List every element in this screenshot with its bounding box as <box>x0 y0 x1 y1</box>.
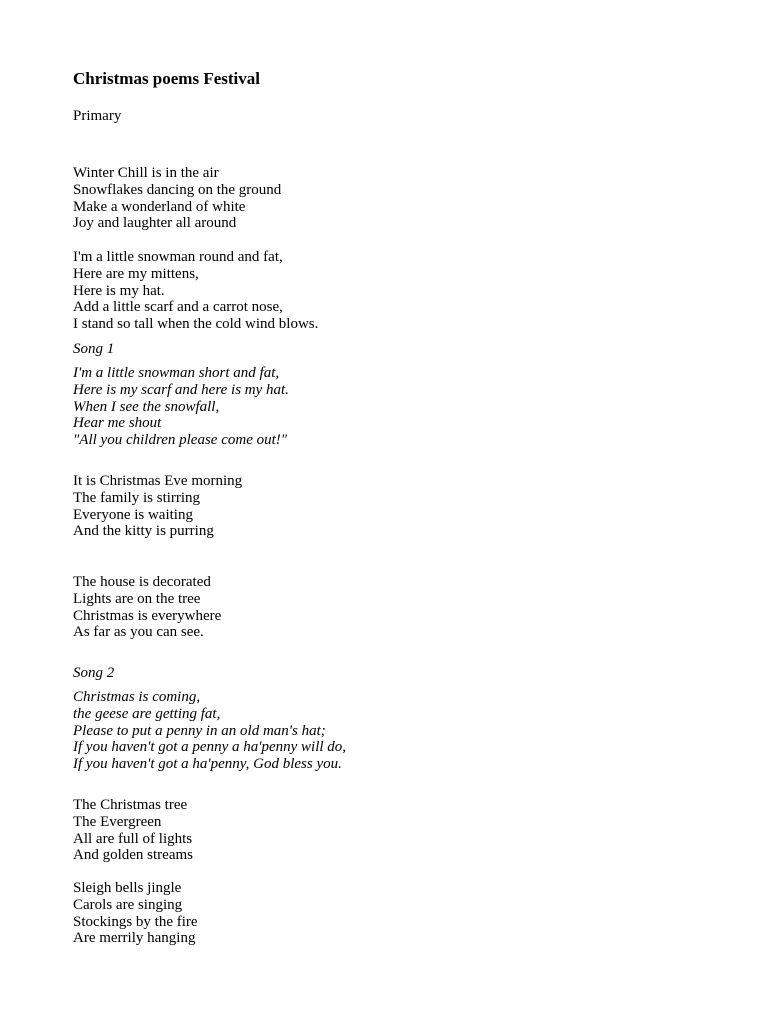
stanza-christmas-eve <box>73 473 242 540</box>
song-line: When I see the snowfall, <box>73 398 220 415</box>
poem-line: I'm a little snowman round and fat, <box>73 249 283 265</box>
poem-line: The Christmas tree <box>73 797 188 813</box>
poem-line: As far as you can see. <box>73 624 204 641</box>
song-line: Christmas is coming, <box>73 689 201 705</box>
poem-line: Winter Chill is in the air <box>73 165 219 181</box>
song-line: "All you children please come out!" <box>73 432 288 449</box>
poem-line: Make a wonderland of white <box>73 198 246 215</box>
song-line: If you haven't got a ha'penny, God bless you. <box>73 756 342 773</box>
poem-line: Christmas is everywhere <box>73 607 222 624</box>
poem-line: All are full of lights <box>73 830 193 847</box>
song-line: Here is my scarf and here is my hat. <box>73 381 289 398</box>
poem-line: And golden streams <box>73 847 193 864</box>
poem-line: Sleigh bells jingle <box>73 880 182 896</box>
poem-line: Add a little scarf and a carrot nose, <box>73 299 283 316</box>
poem-line: Here is my hat. <box>73 282 165 299</box>
poem-line: It is Christmas Eve morning <box>73 473 243 489</box>
poem-line: Are merrily hanging <box>73 930 196 947</box>
stanza-christmas-tree <box>73 797 193 864</box>
song-line: I'm a little snowman short and fat, <box>73 365 280 381</box>
song-line: If you haven't got a penny a ha'penny will do, <box>73 739 347 756</box>
song-line: the geese are getting fat, <box>73 705 221 722</box>
document-subtitle: Primary <box>73 108 122 124</box>
poem-line: Carols are singing <box>73 896 183 913</box>
poem-line: Lights are on the tree <box>73 590 201 607</box>
stanza-sleigh-bells <box>73 880 198 947</box>
song-1-lyrics <box>73 365 289 449</box>
poem-line: The Evergreen <box>73 813 162 830</box>
poem-line: The house is decorated <box>73 574 211 590</box>
stanza-house-decorated <box>73 574 221 641</box>
song-2-lyrics <box>73 689 346 773</box>
document-title: Christmas poems Festival <box>73 69 260 88</box>
song-line: Hear me shout <box>73 415 162 432</box>
poem-line: Stockings by the fire <box>73 913 198 930</box>
poem-line: Snowflakes dancing on the ground <box>73 181 282 198</box>
poem-line: Joy and laughter all around <box>73 215 237 232</box>
song-line: Please to put a penny in an old man's hat; <box>73 722 326 739</box>
poem-line: The family is stirring <box>73 489 201 506</box>
poem-line: And the kitty is purring <box>73 523 214 540</box>
poem-line: I stand so tall when the cold wind blows. <box>73 316 319 333</box>
song-1-label: Song 1 <box>73 341 115 357</box>
stanza-little-snowman <box>73 249 318 333</box>
poem-line: Here are my mittens, <box>73 265 199 282</box>
song-2-label: Song 2 <box>73 665 115 681</box>
stanza-winter-chill <box>73 165 281 232</box>
poem-line: Everyone is waiting <box>73 506 193 523</box>
